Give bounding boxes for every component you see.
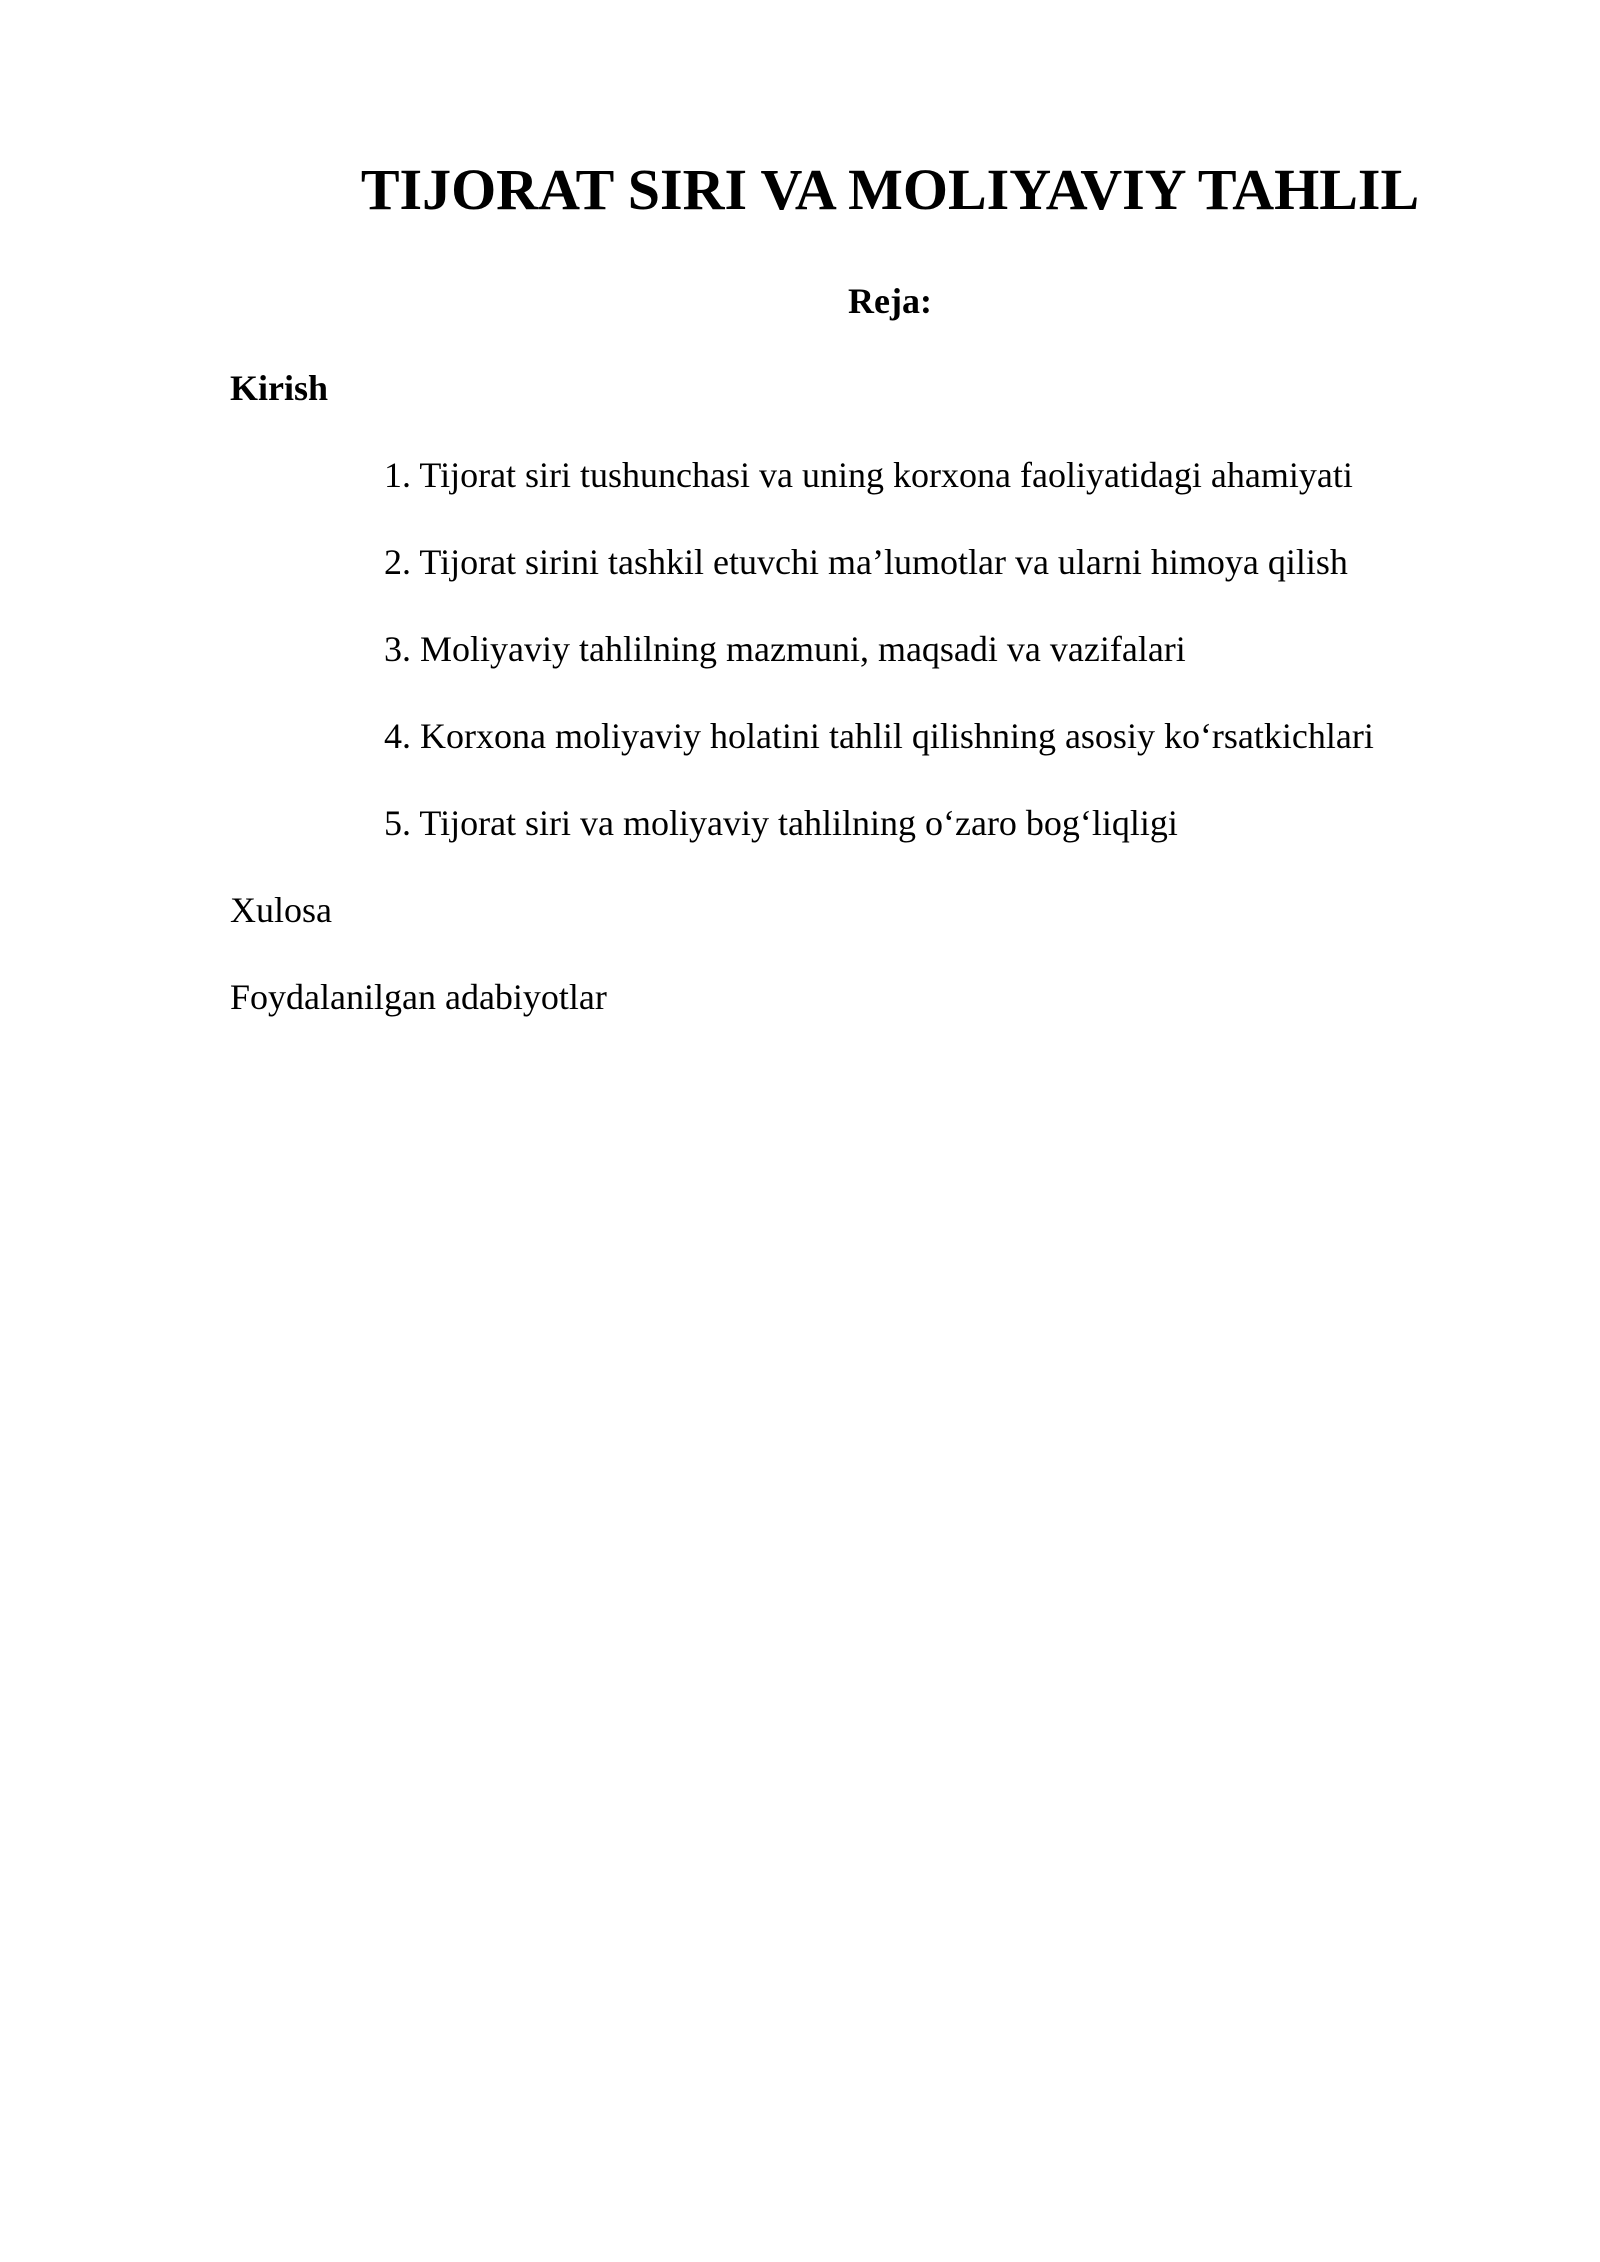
references-heading: Foydalanilgan adabiyotlar: [230, 977, 607, 1017]
plan-item-3: 3. Moliyaviy tahlilning mazmuni, maqsadi va vazifalari: [384, 629, 1186, 669]
plan-list: [384, 449, 1374, 884]
introduction-heading: Kirish: [230, 368, 329, 408]
plan-item-4: 4. Korxona moliyaviy holatini tahlil qilishning asosiy ko‘rsatkichlari: [384, 716, 1374, 756]
plan-item-5: 5. Tijorat siri va moliyaviy tahlilning o‘zaro bog‘liqligi: [384, 803, 1178, 843]
document-title: TIJORAT SIRI VA MOLIYAVIY TAHLIL: [360, 157, 1420, 222]
plan-item-1: 1. Tijorat siri tushunchasi va uning korxona faoliyatidagi ahamiyati: [384, 455, 1353, 495]
plan-item-2: 2. Tijorat sirini tashkil etuvchi ma’lumotlar va ularni himoya qilish: [384, 542, 1348, 582]
plan-heading: Reja:: [848, 281, 932, 321]
conclusion-heading: Xulosa: [230, 890, 332, 930]
